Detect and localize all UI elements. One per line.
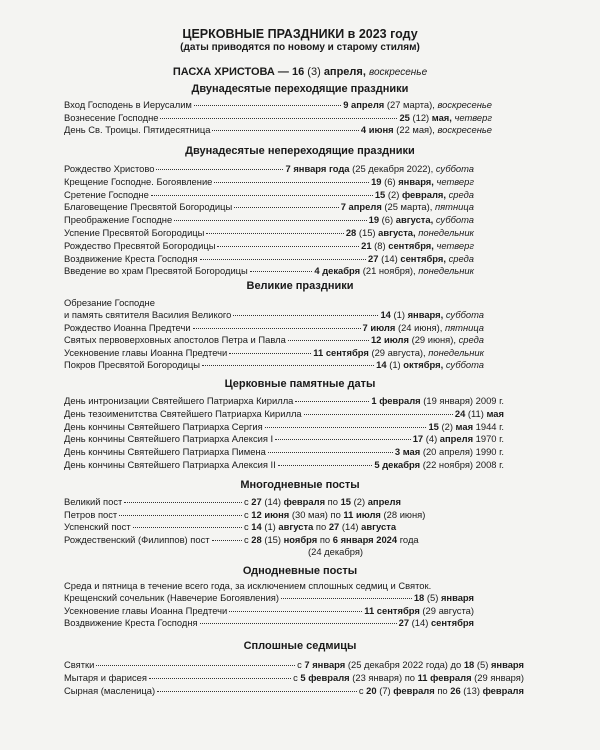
moving-day: 25 (399, 111, 410, 123)
memorial-bold2: мая (486, 407, 504, 419)
fixed-row (64, 214, 474, 226)
memorial-row (64, 446, 504, 458)
moving-month: июня (368, 124, 394, 135)
fixed-row (64, 227, 474, 239)
memorial-name: День кончины Святейшего Патриарха Алексия I (64, 433, 274, 445)
fast-name: Петров пост (64, 508, 118, 520)
fixed-weekday: суббота (433, 214, 474, 226)
easter-month: апреля (323, 66, 363, 78)
memorial-rest: (20 апреля) 1990 г. (420, 446, 504, 458)
great-row (64, 334, 484, 346)
great-name: Святых первоверховных апостолов Петра и Павла (64, 334, 286, 345)
fixed-date (346, 227, 474, 239)
dot-leader (200, 259, 366, 260)
moving-weekday: четверг (451, 111, 492, 123)
memorial-heading: Церковные памятные даты (224, 378, 376, 390)
fixed-heading: Двунадесятые непереходящие праздники (185, 145, 415, 157)
great-name: Рождество Иоанна Предтечи (64, 321, 191, 333)
dot-leader (193, 328, 361, 329)
fast-row (64, 521, 396, 533)
fixed-old: (25 декабря 2022), (349, 163, 436, 174)
week-text: с 5 февраля (23 января) по 11 февраля (29 января) (293, 671, 524, 683)
oneday-name: Крещенский сочельник (Навечерие Богоявления) (64, 592, 280, 603)
great-weekday: среда (458, 334, 484, 345)
fixed-date (368, 253, 474, 265)
great-weekday: пятница (444, 321, 484, 333)
great-date (376, 359, 484, 371)
dot-leader (119, 515, 242, 516)
fixed-date (369, 214, 474, 226)
fixed-old: (6) (381, 175, 399, 187)
fixed-month: сентября, (388, 239, 434, 251)
dot-leader (268, 452, 393, 453)
fixed-weekday: четверг (433, 239, 474, 251)
moving-date (343, 99, 492, 111)
memorial-rest: 1944 г. (473, 420, 504, 432)
week-row (64, 685, 524, 697)
great-name: и память святителя Василия Великого (64, 309, 232, 320)
moving-old: (12) (409, 111, 432, 123)
memorial-name: День интронизации Святейшего Патриарха Кирилла (64, 395, 294, 406)
fixed-name: Успение Пресвятой Богородицы (64, 227, 205, 238)
memorial-row (64, 459, 504, 471)
oneday-bold: 18 (413, 592, 425, 603)
week-row (64, 659, 524, 671)
weeks-heading: Сплошные седмицы (243, 640, 357, 652)
fixed-weekday: четверг (433, 175, 474, 187)
document-subtitle: (даты приводятся по новому и старому стилям) (180, 42, 420, 53)
dot-leader (233, 315, 378, 316)
fasts-continuation: (24 декабря) (308, 546, 364, 557)
oneday-bold2: сентября (430, 617, 474, 629)
fixed-old: (25 марта), (381, 201, 435, 213)
fixed-date (375, 189, 474, 201)
fixed-row (64, 265, 474, 277)
great-old: (1) (390, 309, 408, 320)
moving-old: (22 мая), (393, 124, 438, 135)
memorial-row (64, 433, 504, 445)
memorial-row (64, 421, 504, 433)
fixed-old: (14) (378, 252, 401, 264)
fixed-name: Воздвижение Креста Господня (64, 252, 198, 264)
fixed-month: января, (398, 175, 434, 187)
great-day: 14 (376, 359, 387, 370)
oneday-date (399, 617, 474, 629)
fixed-date (371, 176, 474, 188)
memorial-date (455, 408, 504, 420)
memorial-row (64, 408, 504, 420)
memorial-date (413, 433, 504, 445)
fast-name: Рождественский (Филиппов) пост (64, 533, 210, 545)
oneday-date (364, 605, 474, 617)
fixed-old: (2) (385, 188, 402, 200)
fixed-row (64, 201, 474, 213)
week-text: с 20 (7) февраля по 26 (13) февраля (358, 684, 524, 696)
great-weekday: суббота (443, 309, 484, 320)
fixed-day: 15 (374, 188, 386, 200)
memorial-mid: (11) (465, 407, 487, 419)
memorial-rest: (22 ноября) 2008 г. (420, 459, 504, 470)
fixed-date (314, 265, 474, 277)
great-month: сентября (325, 346, 369, 358)
dot-leader (234, 207, 339, 208)
oneday-heading: Однодневные посты (242, 565, 358, 577)
fixed-month: января года (293, 163, 350, 174)
fixed-day: 19 (368, 214, 380, 226)
fixed-month: августа, (378, 227, 416, 238)
fixed-month: февраля, (401, 188, 446, 200)
dot-leader (174, 220, 366, 221)
moving-row (64, 112, 492, 124)
great-name: Усекновение главы Иоанна Предтечи (64, 346, 228, 358)
great-weekday: суббота (443, 359, 484, 370)
moving-day: 9 (343, 99, 349, 110)
dot-leader (278, 465, 373, 466)
fast-text: с 28 (15) ноября по 6 января 2024 года (244, 533, 419, 545)
fixed-row (64, 240, 474, 252)
great-row (64, 359, 484, 371)
dot-leader (304, 414, 453, 415)
fasts-heading: Многодневные посты (240, 479, 360, 491)
great-old: (1) (386, 359, 404, 370)
dot-leader (194, 105, 341, 106)
dot-leader (214, 182, 369, 183)
memorial-name: День кончины Святейшего Патриарха Сергия (64, 420, 263, 432)
fixed-day: 4 (314, 265, 320, 277)
dot-leader (281, 598, 412, 599)
memorial-name: День кончины Святейшего Патриарха Пимена (64, 446, 266, 458)
fixed-name: Благовещение Пресвятой Богородицы (64, 201, 233, 213)
moving-name: Вознесение Господне (64, 111, 159, 123)
fixed-weekday: среда (445, 252, 474, 264)
moving-weekday: воскресенье (437, 99, 492, 110)
moving-weekday: воскресенье (437, 124, 492, 135)
moving-old: (27 марта), (384, 99, 438, 110)
memorial-bold2: мая (455, 420, 474, 432)
dot-leader (265, 427, 427, 428)
fixed-month: сентября, (400, 252, 446, 264)
moving-row (64, 99, 492, 111)
great-weekday: понедельник (428, 346, 484, 358)
fixed-old: (8) (371, 239, 389, 251)
memorial-name: День кончины Святейшего Патриарха Алексия II (64, 459, 276, 470)
fixed-name: Крещение Господне. Богоявление (64, 175, 213, 187)
dot-leader (229, 611, 362, 612)
fast-text: с 14 (1) августа по 27 (14) августа (244, 521, 397, 533)
fixed-row (64, 176, 474, 188)
oneday-mid: (5) (424, 592, 441, 603)
moving-day: 4 (360, 124, 367, 135)
dot-leader (229, 353, 311, 354)
memorial-bold2: апреля (439, 433, 474, 445)
memorial-bold: 15 (428, 420, 439, 432)
dot-leader (202, 365, 374, 366)
dot-leader (133, 527, 242, 528)
oneday-name: Воздвижение Креста Господня (64, 617, 198, 629)
week-text: с 7 января (25 декабря 2022 года) до 18 (5) января (297, 659, 524, 670)
memorial-date (374, 459, 504, 471)
great-old: (29 августа), (368, 346, 429, 358)
moving-name: Вход Господень в Иерусалим (64, 99, 192, 110)
great-day: 14 (380, 309, 391, 320)
great-row (64, 347, 484, 359)
oneday-intro: Среда и пятница в течение всего года, за исключением сплошных седмиц и Святок. (64, 580, 432, 591)
fixed-row (64, 253, 474, 265)
fixed-day: 19 (371, 175, 382, 187)
fixed-date (361, 240, 474, 252)
dot-leader (124, 502, 242, 503)
week-row (64, 672, 524, 684)
dot-leader (149, 678, 291, 679)
dot-leader (212, 540, 242, 541)
easter-old: (3) (307, 66, 321, 78)
fast-row (64, 534, 419, 546)
fixed-old: (15) (356, 227, 379, 238)
great-first-line: Обрезание Господне (64, 297, 155, 308)
fixed-weekday: пятница (434, 201, 474, 213)
fixed-row (64, 163, 474, 175)
great-date (380, 309, 484, 321)
memorial-date (395, 446, 504, 458)
fixed-month: августа, (395, 214, 434, 226)
dot-leader (206, 233, 343, 234)
memorial-rest: (19 января) 2009 г. (420, 395, 504, 406)
fast-row (64, 509, 425, 521)
fixed-name: Введение во храм Пресвятой Богородицы (64, 265, 248, 277)
fixed-weekday: понедельник (415, 227, 474, 238)
memorial-date (428, 421, 504, 433)
fast-text: с 12 июня (30 мая) по 11 июля (28 июня) (244, 508, 426, 520)
great-row (64, 309, 484, 321)
fixed-month: апреля (348, 201, 382, 213)
easter-main: ПАСХА ХРИСТОВА — 16 (172, 66, 305, 78)
fixed-day: 28 (345, 227, 357, 238)
oneday-row (64, 605, 474, 617)
great-day: 12 (370, 334, 382, 345)
fixed-day: 21 (361, 239, 372, 251)
fixed-row (64, 189, 474, 201)
great-old: (24 июня), (395, 321, 445, 333)
fixed-name: Рождество Пресвятой Богородицы (64, 239, 216, 251)
fixed-name: Рождество Христово (64, 163, 155, 174)
great-name: Покров Пресвятой Богородицы (64, 359, 200, 370)
fixed-old: (6) (379, 214, 396, 226)
fixed-name: Сретение Господне (64, 188, 149, 200)
dot-leader (156, 169, 283, 170)
fixed-weekday: понедельник (418, 265, 474, 277)
great-row (64, 322, 484, 334)
oneday-bold: 11 сентября (364, 604, 420, 616)
fixed-date (341, 201, 474, 213)
great-month: июля (384, 334, 409, 345)
moving-month: апреля (351, 99, 385, 110)
week-name: Мытаря и фарисея (64, 671, 147, 683)
dot-leader (217, 246, 359, 247)
oneday-bold2: января (440, 592, 474, 603)
dot-leader (160, 118, 397, 119)
oneday-date (414, 592, 474, 604)
dot-leader (200, 623, 397, 624)
dot-leader (151, 195, 373, 196)
memorial-bold: 5 декабря (374, 459, 421, 470)
memorial-bold: 1 февраля (371, 395, 421, 406)
fixed-weekday: суббота (435, 163, 474, 174)
fixed-day: 7 (340, 201, 346, 213)
moving-date (361, 124, 492, 136)
fixed-name: Преображение Господне (64, 214, 173, 226)
fixed-weekday: среда (445, 188, 474, 200)
memorial-row (64, 395, 504, 407)
fast-name: Успенский пост (64, 521, 131, 533)
great-month: января, (407, 309, 444, 320)
oneday-mid: (14) (409, 617, 431, 629)
fast-row (64, 496, 401, 508)
memorial-rest: 1970 г. (473, 433, 504, 445)
fixed-day: 27 (368, 252, 379, 264)
great-heading: Великие праздники (246, 280, 354, 292)
fixed-day: 7 (285, 163, 291, 174)
moving-month: мая, (431, 111, 452, 123)
dot-leader (212, 130, 358, 131)
memorial-mid: (2) (438, 420, 456, 432)
moving-heading: Двунадесятые переходящие праздники (191, 83, 409, 95)
great-old: (29 июня), (408, 334, 459, 345)
fast-name: Великий пост (64, 496, 123, 507)
fast-text: с 27 (14) февраля по 15 (2) апреля (244, 496, 401, 507)
great-day: 7 (362, 321, 368, 333)
memorial-mid: (4) (423, 433, 440, 445)
moving-date (399, 112, 492, 124)
memorial-name: День тезоименитства Святейшего Патриарха Кирилла (64, 407, 302, 419)
dot-leader (288, 340, 369, 341)
week-name: Святки (64, 659, 95, 670)
great-month: июля (370, 321, 396, 333)
easter-heading: ПАСХА ХРИСТОВА — 16 (3) апреля, воскресенье (172, 66, 428, 78)
dot-leader (157, 691, 357, 692)
week-name: Сырная (масленица) (64, 684, 156, 696)
oneday-row (64, 617, 474, 629)
dot-leader (96, 665, 295, 666)
memorial-bold: 3 мая (394, 446, 421, 458)
memorial-date (371, 395, 504, 407)
great-date (313, 347, 484, 359)
document-title: ЦЕРКОВНЫЕ ПРАЗДНИКИ в 2023 году (182, 27, 418, 41)
oneday-rest: (29 августа) (419, 604, 474, 616)
moving-name: День Св. Троицы. Пятидесятница (64, 124, 211, 135)
easter-weekday: воскресенье (368, 67, 428, 78)
dot-leader (295, 401, 369, 402)
dot-leader (250, 271, 313, 272)
oneday-row (64, 592, 474, 604)
fixed-month: декабря (322, 265, 361, 277)
oneday-bold: 27 (398, 617, 410, 629)
moving-row (64, 124, 492, 136)
dot-leader (275, 439, 411, 440)
great-day: 11 (313, 346, 324, 358)
memorial-bold: 17 (412, 433, 424, 445)
fixed-date (285, 163, 474, 175)
fixed-old: (21 ноября), (360, 265, 419, 277)
great-date (371, 334, 484, 346)
great-date (363, 322, 484, 334)
memorial-bold: 24 (454, 407, 466, 419)
great-month: октября, (403, 359, 444, 370)
oneday-name: Усекновение главы Иоанна Предтечи (64, 604, 228, 616)
